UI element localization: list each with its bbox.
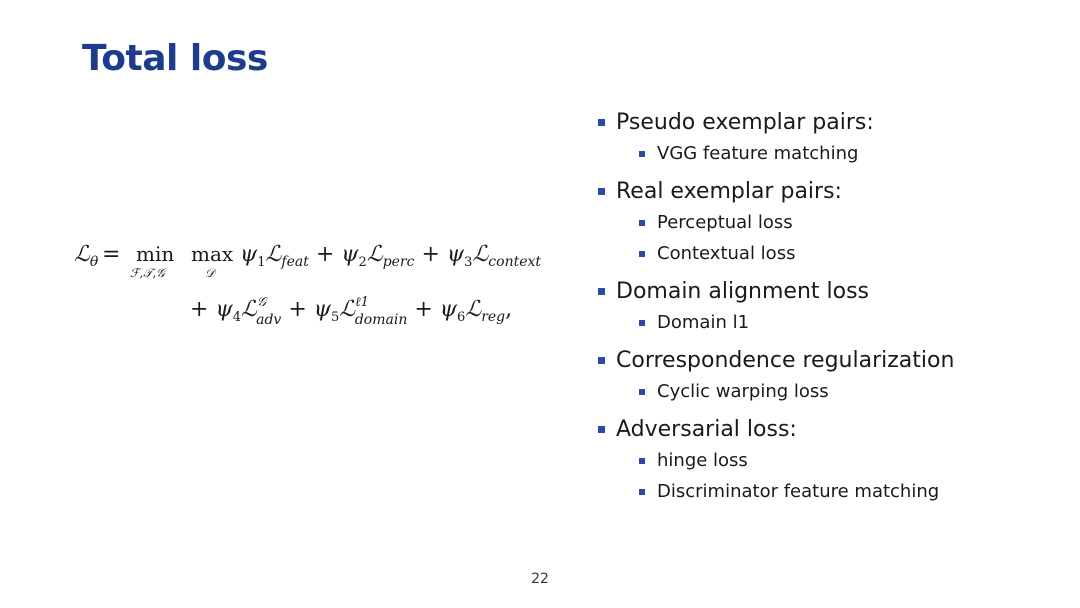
equation-max-subscript: 𝒟 bbox=[205, 266, 215, 280]
equation-max: max bbox=[191, 242, 234, 266]
page-number: 22 bbox=[531, 571, 549, 587]
bullet-adversarial-loss: Adversarial loss: bbox=[596, 415, 1066, 445]
equation-min-subscript: ℱ,𝒯,𝒢 bbox=[130, 266, 165, 280]
sub-bullet-cyclic-warping-loss: Cyclic warping loss bbox=[596, 376, 1066, 407]
sub-bullet-domain-l1: Domain l1 bbox=[596, 307, 1066, 338]
bullet-correspondence-regularization: Correspondence regularization bbox=[596, 346, 1066, 376]
equation-min: min bbox=[136, 242, 175, 266]
equation-line-2: + $\psi_4ℒ^𝒢$ adv + $\psi_5ℒ^{\ell 1}$ domain + $\psi_6ℒ_{reg}$, bbox=[190, 295, 513, 328]
bullet-real-exemplar-pairs: Real exemplar pairs: bbox=[596, 177, 1066, 207]
bullet-pseudo-exemplar-pairs: Pseudo exemplar pairs: bbox=[596, 108, 1066, 138]
equation-lhs: ℒ$_\theta$ bbox=[74, 242, 99, 270]
sub-bullet-perceptual-loss: Perceptual loss bbox=[596, 207, 1066, 238]
equation-line-1: $\psi_1ℒ_{feat}$ + $\psi_2ℒ_{perc}$ + $\psi_3ℒ_{context}$ bbox=[240, 242, 542, 270]
equation-equals: = bbox=[102, 242, 121, 267]
bullet-list bbox=[596, 108, 1066, 507]
sub-bullet-discriminator-feature-matching: Discriminator feature matching bbox=[596, 476, 1066, 507]
total-loss-equation bbox=[60, 225, 600, 345]
sub-bullet-vgg-feature-matching: VGG feature matching bbox=[596, 138, 1066, 169]
slide-title: Total loss bbox=[82, 38, 268, 79]
sub-bullet-contextual-loss: Contextual loss bbox=[596, 238, 1066, 269]
equation-svg bbox=[60, 225, 600, 345]
bullet-domain-alignment-loss: Domain alignment loss bbox=[596, 277, 1066, 307]
sub-bullet-hinge-loss: hinge loss bbox=[596, 445, 1066, 476]
